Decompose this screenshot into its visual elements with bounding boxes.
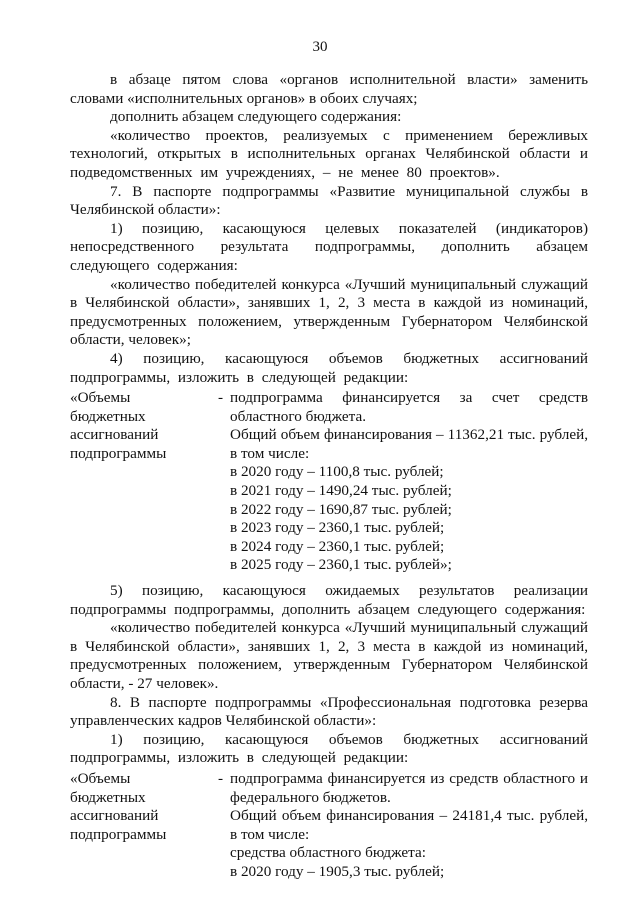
passport-label-line: подпрограммы	[70, 825, 167, 843]
passport-block-2	[70, 770, 588, 882]
paragraph: 1) позицию, касающуюся целевых показателей (индикаторов) непосредственного результата подпрограммы, дополнить абзацем следующего содержания:	[70, 219, 588, 274]
passport-label-line: ассигнований	[70, 426, 159, 444]
passport-line: подпрограмма финансируется за счет средств областного бюджета.	[230, 389, 588, 425]
passport-line: средства областного бюджета:	[230, 844, 426, 862]
passport-line: в 2020 году – 1905,3 тыс. рублей;	[230, 862, 445, 880]
passport-label	[70, 389, 218, 575]
passport-content	[230, 389, 588, 575]
paragraph: 7. В паспорте подпрограммы «Развитие муниципальной службы в Челябинской области»:	[70, 182, 588, 219]
passport-line: в 2024 году – 2360,1 тыс. рублей;	[230, 537, 445, 555]
passport-label-line: «Объемы	[70, 389, 131, 407]
passport-label-line: подпрограммы	[70, 444, 167, 462]
document-body	[70, 71, 588, 889]
paragraph: дополнить абзацем следующего содержания:	[110, 108, 402, 126]
passport-label	[70, 770, 218, 882]
passport-dash: -	[218, 769, 224, 787]
paragraph: 1) позицию, касающуюся объемов бюджетных ассигнований подпрограммы, изложить в следующей редакции:	[70, 730, 588, 767]
passport-line: в 2025 году – 2360,1 тыс. рублей»;	[230, 556, 452, 574]
paragraph: 4) позицию, касающуюся объемов бюджетных ассигнований подпрограммы, изложить в следующей редакции:	[70, 349, 588, 386]
passport-line: Общий объем финансирования – 11362,21 тыс. рублей, в том числе:	[230, 426, 588, 462]
paragraph: «количество победителей конкурса «Лучший муниципальный служащий в Челябинской области», занявших 1, 2, 3 места в каждой из номинаций, предусмотренных положением, утвержденным Губернатором Челябинской области, - 27 человек».	[70, 619, 588, 692]
paragraph: 8. В паспорте подпрограммы «Профессиональная подготовка резерва управленческих кадров Челябинской области»:	[70, 693, 588, 730]
passport-label-line: ассигнований	[70, 807, 159, 825]
passport-label-line: бюджетных	[70, 788, 146, 806]
paragraph: «количество победителей конкурса «Лучший муниципальный служащий в Челябинской области», занявших 1, 2, 3 места в каждой из номинаций, предусмотренных положением, утвержденным Губернатором Челябинской области, человек»;	[70, 275, 588, 349]
passport-line: в 2020 году – 1100,8 тыс. рублей;	[230, 463, 444, 481]
passport-block-1	[70, 389, 588, 575]
passport-dash: -	[218, 389, 224, 407]
page-number: 30	[312, 39, 328, 55]
passport-line: в 2023 году – 2360,1 тыс. рублей;	[230, 519, 445, 537]
passport-line: Общий объем финансирования – 24181,4 тыс. рублей, в том числе:	[230, 807, 588, 843]
passport-line: в 2022 году – 1690,87 тыс. рублей;	[230, 500, 452, 518]
paragraph: в абзаце пятом слова «органов исполнительной власти» заменить словами «исполнительных органов» в обоих случаях;	[70, 71, 588, 107]
passport-label-line: бюджетных	[70, 407, 146, 425]
passport-content	[230, 770, 588, 882]
paragraph: «количество проектов, реализуемых с применением бережливых технологий, открытых в исполнительных органах Челябинской области и подведомственных им учреждениях, – не менее 80 проектов».	[70, 126, 588, 181]
paragraph: 5) позицию, касающуюся ожидаемых результатов реализации подпрограммы подпрограммы, дополнить абзацем следующего содержания:	[70, 582, 588, 618]
passport-label-line: «Объемы	[70, 769, 131, 787]
passport-line: в 2021 году – 1490,24 тыс. рублей;	[230, 482, 452, 500]
passport-line: подпрограмма финансируется из средств областного и федерального бюджетов.	[230, 769, 588, 806]
